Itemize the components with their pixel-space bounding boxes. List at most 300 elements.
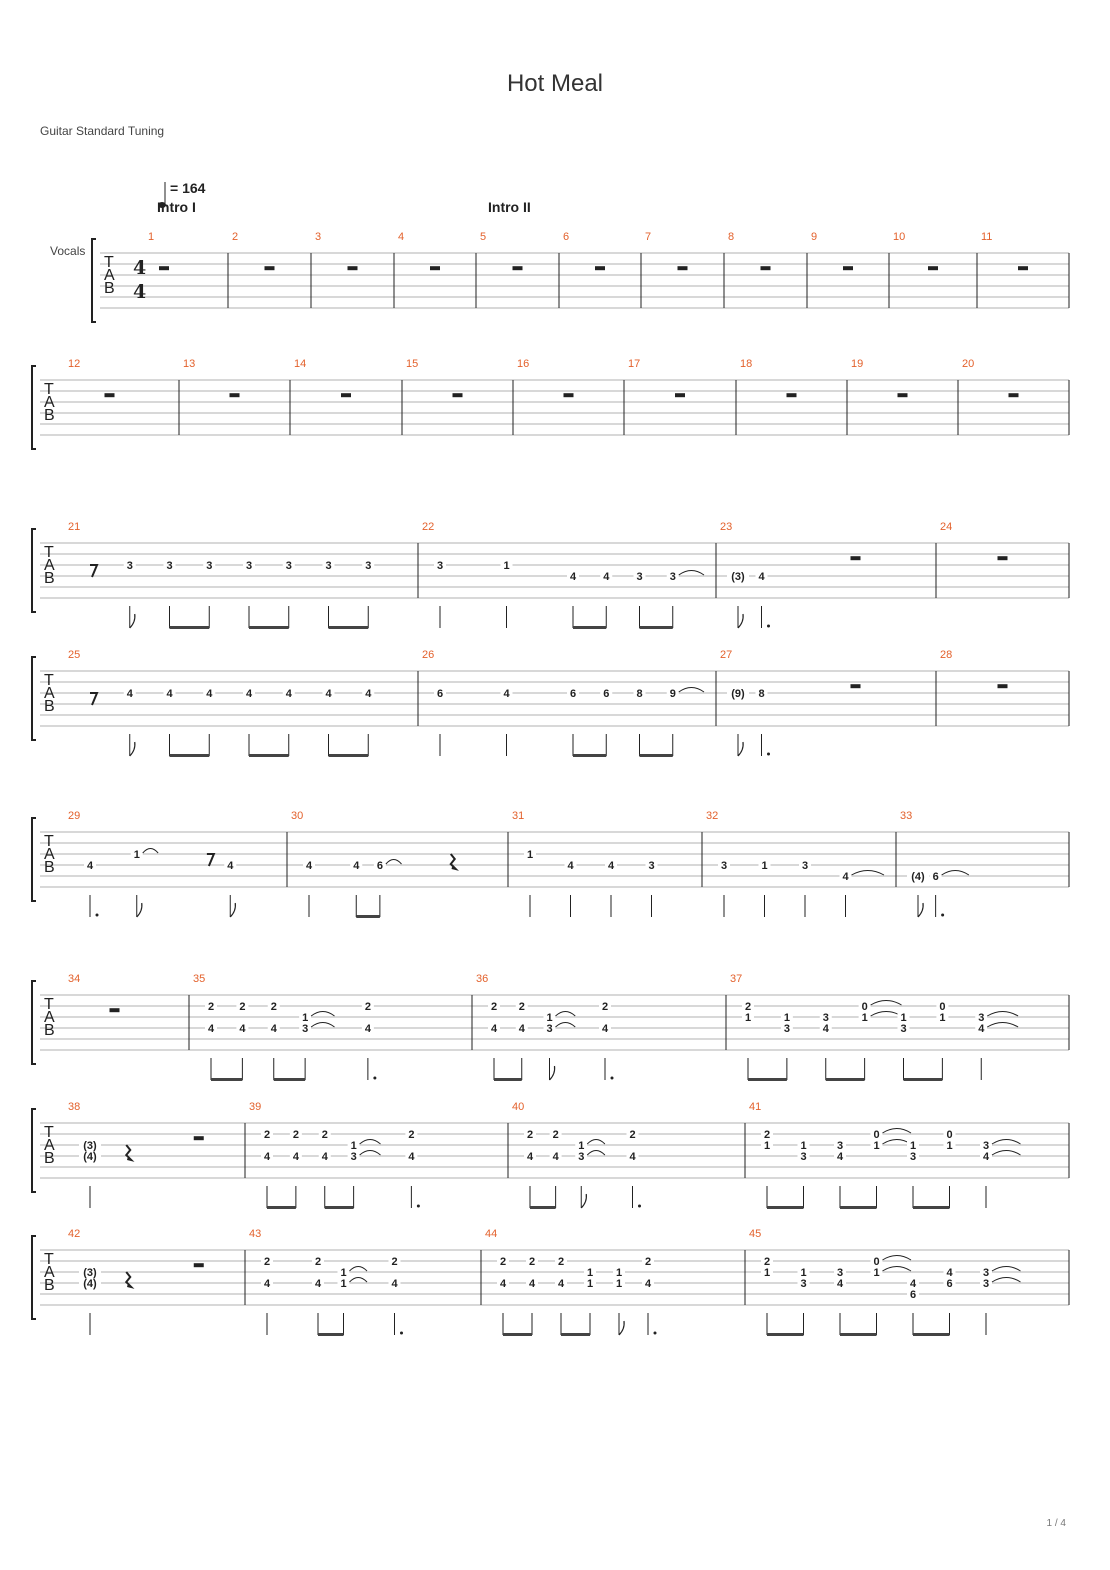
rhythm-beam — [356, 915, 380, 918]
half-rest — [761, 266, 771, 270]
eighth-rest — [90, 565, 97, 577]
fret-number: 4 — [822, 1023, 829, 1035]
measure-number: 43 — [249, 1228, 262, 1240]
fret-number: 4 — [490, 1023, 498, 1035]
half-rest — [928, 266, 938, 270]
rhythm-beam — [913, 1333, 950, 1336]
tab-letter: T — [44, 381, 54, 398]
tie-arc — [987, 1012, 1018, 1017]
quarter-rest — [126, 1145, 131, 1160]
rhythm-beam — [503, 1333, 532, 1336]
fret-number: 4 — [569, 571, 577, 583]
fret-number: 6 — [376, 860, 383, 872]
fret-number: 1 — [873, 1267, 880, 1279]
fret-number: 3 — [801, 860, 809, 872]
fret-number: 3 — [909, 1151, 917, 1163]
fret-number: 1 — [340, 1267, 347, 1279]
fret-number: 4 — [353, 860, 360, 872]
staff-system — [32, 1228, 1069, 1336]
fret-number: 3 — [669, 571, 676, 583]
fret-number: 1 — [744, 1012, 752, 1024]
rhythm-dot — [941, 914, 944, 917]
rhythm-beam — [329, 754, 369, 757]
measure-number: 34 — [68, 973, 81, 985]
fret-number: 4 — [285, 688, 292, 700]
half-rest — [265, 266, 275, 270]
section-label: Intro I — [157, 199, 196, 215]
fret-number: 8 — [758, 688, 765, 700]
fret-number: 2 — [526, 1129, 534, 1141]
tab-letter: A — [44, 1009, 55, 1026]
tab-letter: A — [44, 846, 55, 863]
fret-number: 3 — [982, 1278, 990, 1290]
tie-arc — [992, 1278, 1021, 1283]
half-rest — [595, 266, 605, 270]
fret-number: 0 — [873, 1256, 880, 1268]
tie-arc — [992, 1140, 1021, 1145]
half-rest — [898, 393, 908, 397]
fret-number: 4 — [836, 1151, 844, 1163]
measure-number: 12 — [68, 358, 81, 370]
measure — [706, 810, 884, 917]
measure — [68, 1101, 204, 1208]
tab-letter: A — [44, 557, 55, 574]
measure — [68, 649, 374, 757]
fret-number: 2 — [763, 1129, 771, 1141]
rhythm-flag — [738, 742, 743, 756]
fret-number: 0 — [946, 1129, 953, 1141]
fret-number: 1 — [302, 1012, 309, 1024]
fret-number: 3 — [783, 1023, 790, 1035]
tie-arc — [143, 849, 158, 854]
fret-number: 3 — [302, 1023, 309, 1035]
measure-number: 22 — [422, 521, 435, 533]
fret-number: 1 — [800, 1140, 807, 1152]
fret-number: 1 — [909, 1140, 917, 1152]
measure-number: 36 — [476, 973, 489, 985]
measure-number: 23 — [720, 521, 733, 533]
tab-letter: B — [44, 1022, 55, 1039]
rhythm-beam — [329, 626, 369, 629]
rhythm-beam — [530, 1206, 556, 1209]
fret-number: 2 — [314, 1256, 322, 1268]
fret-number: 4 — [503, 688, 510, 700]
fret-number: 2 — [601, 1001, 609, 1013]
system-bracket — [32, 1236, 36, 1319]
fret-number: 4 — [263, 1151, 271, 1163]
tie-arc — [556, 1012, 576, 1017]
fret-number: 2 — [518, 1001, 525, 1013]
system-bracket — [32, 657, 36, 740]
rhythm-flag — [581, 1194, 586, 1208]
fret-number: 2 — [644, 1256, 652, 1268]
rhythm-dot — [611, 1077, 614, 1080]
half-rest — [159, 266, 169, 270]
fret-number: 4 — [557, 1278, 565, 1290]
system-bracket — [32, 529, 36, 612]
fret-number: 3 — [836, 1140, 844, 1152]
rhythm-flag — [137, 903, 142, 917]
rhythm-dot — [638, 1205, 641, 1208]
fret-number: 1 — [526, 849, 534, 861]
score-header — [157, 180, 531, 215]
fret-number: 4 — [946, 1267, 953, 1279]
tab-letter: T — [44, 1124, 54, 1141]
fret-number: 1 — [873, 1140, 880, 1152]
rhythm-dot — [373, 1077, 376, 1080]
tab-letter: B — [104, 280, 115, 297]
fret-number: (3) — [83, 1267, 97, 1279]
tab-letter: B — [44, 698, 55, 715]
tab-letter: T — [104, 254, 114, 271]
fret-number: 2 — [744, 1001, 752, 1013]
fret-number: 4 — [836, 1278, 844, 1290]
measure-number: 35 — [193, 973, 206, 985]
measure-number: 17 — [628, 358, 641, 370]
measure — [900, 810, 969, 917]
measure-number: 40 — [512, 1101, 525, 1113]
fret-number: 3 — [982, 1140, 990, 1152]
tie-arc — [852, 871, 885, 876]
rhythm-beam — [840, 1333, 877, 1336]
fret-number: 1 — [800, 1267, 807, 1279]
fret-number: 2 — [557, 1256, 565, 1268]
measure — [68, 521, 374, 629]
rhythm-beam — [767, 1206, 804, 1209]
fret-number: 3 — [546, 1023, 553, 1035]
rhythm-dot — [417, 1205, 420, 1208]
fret-number: 6 — [569, 688, 577, 700]
tab-letter: A — [104, 267, 115, 284]
staff-system — [32, 1101, 1069, 1209]
fret-number: 2 — [263, 1129, 271, 1141]
measure — [422, 649, 704, 757]
fret-number: 4 — [166, 688, 173, 700]
measure-number: 33 — [900, 810, 913, 822]
fret-number: 2 — [321, 1129, 328, 1141]
measure-number: 37 — [730, 973, 743, 985]
tab-letter: T — [44, 996, 54, 1013]
fret-number: 4 — [263, 1278, 271, 1290]
fret-number: 1 — [133, 849, 140, 861]
measure-number: 30 — [291, 810, 304, 822]
tie-arc — [311, 1023, 334, 1028]
fret-number: (9) — [731, 688, 745, 700]
fret-number: 3 — [800, 1278, 807, 1290]
tie-arc — [311, 1012, 334, 1017]
fret-number: 1 — [615, 1278, 623, 1290]
fret-number: 3 — [982, 1267, 990, 1279]
tie-arc — [992, 1267, 1021, 1272]
fret-number: 3 — [636, 571, 643, 583]
rhythm-dot — [767, 753, 770, 756]
measure-number: 45 — [749, 1228, 762, 1240]
rhythm-beam — [573, 626, 606, 629]
fret-number: 6 — [946, 1278, 953, 1290]
fret-number: 4 — [408, 1151, 415, 1163]
fret-number: 3 — [648, 860, 655, 872]
half-rest — [194, 1263, 204, 1267]
measure-number: 13 — [183, 358, 196, 370]
rhythm-flag — [738, 614, 743, 628]
tab-letter: T — [44, 544, 54, 561]
fret-number: 2 — [239, 1001, 246, 1013]
measure — [422, 521, 704, 629]
measure — [512, 810, 658, 917]
rhythm-beam — [211, 1078, 242, 1081]
fret-number: 1 — [939, 1012, 946, 1024]
tab-letter: B — [44, 570, 55, 587]
measure-number: 6 — [563, 231, 570, 243]
rhythm-beam — [267, 1206, 296, 1209]
fret-number: 3 — [206, 560, 213, 572]
fret-number: 3 — [822, 1012, 829, 1024]
rhythm-beam — [573, 754, 606, 757]
fret-number: 4 — [552, 1151, 559, 1163]
measure — [512, 1101, 641, 1209]
measure-number: 19 — [851, 358, 864, 370]
rhythm-beam — [170, 754, 210, 757]
tab-letter: A — [44, 394, 55, 411]
fret-number: 4 — [206, 688, 213, 700]
rhythm-beam — [640, 754, 673, 757]
tab-letter: T — [44, 1251, 54, 1268]
fret-number: 2 — [207, 1001, 215, 1013]
fret-number: 4 — [603, 571, 610, 583]
fret-number: 1 — [586, 1278, 594, 1290]
measure-number: 29 — [68, 810, 81, 822]
fret-number: 4 — [526, 1151, 534, 1163]
fret-number: 3 — [325, 560, 332, 572]
half-rest — [998, 684, 1008, 688]
fret-number: 3 — [720, 860, 728, 872]
fret-number: 2 — [490, 1001, 498, 1013]
measure-number: 4 — [398, 231, 405, 243]
fret-number: (3) — [83, 1140, 97, 1152]
quarter-rest — [451, 854, 456, 869]
fret-number: 2 — [629, 1129, 636, 1141]
half-rest — [1009, 393, 1019, 397]
tab-letter: A — [44, 685, 55, 702]
fret-number: 3 — [900, 1023, 907, 1035]
half-rest — [430, 266, 440, 270]
rhythm-beam — [274, 1078, 305, 1081]
fret-number: 3 — [166, 560, 173, 572]
measure-number: 9 — [811, 231, 818, 243]
tie-arc — [360, 1151, 381, 1156]
fret-number: 9 — [669, 688, 676, 700]
rhythm-beam — [561, 1333, 590, 1336]
measure — [749, 1228, 1021, 1336]
tab-letter: T — [44, 833, 54, 850]
rhythm-beam — [748, 1078, 787, 1081]
measure — [720, 649, 861, 756]
fret-number: 3 — [578, 1151, 585, 1163]
tempo-label: = 164 — [170, 180, 206, 196]
half-rest — [341, 393, 351, 397]
measure — [291, 810, 456, 918]
quarter-rest — [126, 1272, 131, 1287]
system-bracket — [32, 1109, 36, 1192]
fret-number: 2 — [364, 1001, 371, 1013]
measure — [730, 973, 1018, 1081]
measure-number: 5 — [480, 231, 487, 243]
measure-number: 14 — [294, 358, 307, 370]
half-rest — [843, 266, 853, 270]
tie-arc — [883, 1129, 912, 1134]
tie-arc — [883, 1140, 912, 1145]
fret-number: 1 — [350, 1140, 357, 1152]
half-rest — [787, 393, 797, 397]
fret-number: 6 — [603, 688, 610, 700]
measure-number: 21 — [68, 521, 81, 533]
fret-number: 4 — [518, 1023, 525, 1035]
fret-number: 1 — [761, 860, 768, 872]
fret-number: 3 — [126, 560, 133, 572]
eighth-rest — [207, 854, 214, 866]
fret-number: 4 — [909, 1278, 917, 1290]
measure-number: 24 — [940, 521, 953, 533]
tie-arc — [587, 1140, 605, 1145]
tie-arc — [942, 871, 969, 876]
staff-system — [32, 973, 1069, 1081]
half-rest — [105, 393, 115, 397]
measure — [485, 1228, 657, 1336]
tuning-label: Guitar Standard Tuning — [40, 124, 165, 138]
measure — [749, 1101, 1021, 1209]
fret-number: 4 — [567, 860, 574, 872]
fret-number: (4) — [83, 1278, 97, 1290]
fret-number: 4 — [227, 860, 234, 872]
fret-number: 3 — [365, 560, 372, 572]
tab-letter: B — [44, 407, 55, 424]
fret-number: 8 — [636, 688, 643, 700]
rhythm-beam — [494, 1078, 522, 1081]
tie-arc — [871, 1012, 902, 1017]
rhythm-dot — [96, 914, 99, 917]
half-rest — [230, 393, 240, 397]
rhythm-dot — [767, 625, 770, 628]
fret-number: 1 — [763, 1267, 771, 1279]
measure-number: 16 — [517, 358, 530, 370]
fret-number: 0 — [861, 1001, 868, 1013]
measure-number: 7 — [645, 231, 652, 243]
rhythm-beam — [249, 754, 289, 757]
measure-number: 15 — [406, 358, 419, 370]
half-rest — [453, 393, 463, 397]
tie-arc — [883, 1256, 912, 1261]
tie-arc — [350, 1278, 368, 1283]
fret-number: 3 — [800, 1151, 807, 1163]
fret-number: 2 — [552, 1129, 559, 1141]
fret-number: 2 — [408, 1129, 415, 1141]
measure — [249, 1228, 403, 1336]
rhythm-beam — [640, 626, 673, 629]
tab-letter: T — [44, 672, 54, 689]
fret-number: 1 — [783, 1012, 790, 1024]
instrument-label: Vocals — [50, 244, 86, 258]
tie-arc — [350, 1267, 368, 1272]
half-rest — [1018, 266, 1028, 270]
fret-number: 4 — [245, 688, 253, 700]
tie-arc — [679, 571, 704, 576]
fret-number: 1 — [946, 1140, 953, 1152]
fret-number: 4 — [126, 688, 133, 700]
rhythm-beam — [170, 626, 210, 629]
fret-number: 4 — [86, 860, 94, 872]
fret-number: 1 — [578, 1140, 585, 1152]
fret-number: 4 — [364, 1023, 371, 1035]
rhythm-flag — [230, 903, 235, 917]
measure-number: 28 — [940, 649, 953, 661]
fret-number: 1 — [503, 560, 510, 572]
fret-number: (4) — [83, 1151, 97, 1163]
measure — [193, 973, 376, 1081]
fret-number: 4 — [391, 1278, 398, 1290]
half-rest — [194, 1136, 204, 1140]
fret-number: 4 — [365, 688, 372, 700]
measure-number: 26 — [422, 649, 435, 661]
fret-number: 2 — [292, 1129, 299, 1141]
fret-number: (4) — [911, 871, 925, 883]
staff-system — [32, 810, 1069, 918]
time-signature-bottom: 4 — [133, 281, 147, 303]
half-rest — [513, 266, 523, 270]
measure — [476, 973, 614, 1081]
tab-letter: A — [44, 1264, 55, 1281]
measure-number: 27 — [720, 649, 733, 661]
rhythm-dot — [400, 1332, 403, 1335]
half-rest — [678, 266, 688, 270]
tie-arc — [871, 1001, 902, 1006]
section-label: Intro II — [488, 199, 531, 215]
fret-number: 4 — [601, 1023, 609, 1035]
fret-number: 4 — [528, 1278, 536, 1290]
measure-number: 41 — [749, 1101, 762, 1113]
fret-number: 1 — [861, 1012, 868, 1024]
fret-number: 6 — [436, 688, 444, 700]
fret-number: 2 — [528, 1256, 536, 1268]
measure-number: 38 — [68, 1101, 81, 1113]
fret-number: 4 — [314, 1278, 322, 1290]
rhythm-flag — [918, 903, 923, 917]
measure — [68, 1228, 204, 1335]
measure-number: 20 — [962, 358, 975, 370]
rhythm-beam — [913, 1206, 950, 1209]
fret-number: 4 — [758, 571, 765, 583]
half-rest — [564, 393, 574, 397]
fret-number: 3 — [245, 560, 253, 572]
eighth-rest — [90, 693, 97, 705]
staff-system — [32, 521, 1069, 629]
measure-number: 10 — [893, 231, 906, 243]
system-bracket — [32, 981, 36, 1064]
instrument-bracket — [92, 239, 96, 322]
half-rest — [348, 266, 358, 270]
tie-arc — [587, 1151, 605, 1156]
rhythm-flag — [619, 1321, 624, 1335]
fret-number: 4 — [499, 1278, 507, 1290]
fret-number: 4 — [207, 1023, 215, 1035]
tab-letter: B — [44, 859, 55, 876]
rhythm-flag — [550, 1066, 555, 1080]
fret-number: 2 — [763, 1256, 771, 1268]
measure-number: 39 — [249, 1101, 262, 1113]
rhythm-beam — [249, 626, 289, 629]
fret-number: 4 — [644, 1278, 652, 1290]
tie-arc — [556, 1023, 576, 1028]
half-rest — [851, 684, 861, 688]
